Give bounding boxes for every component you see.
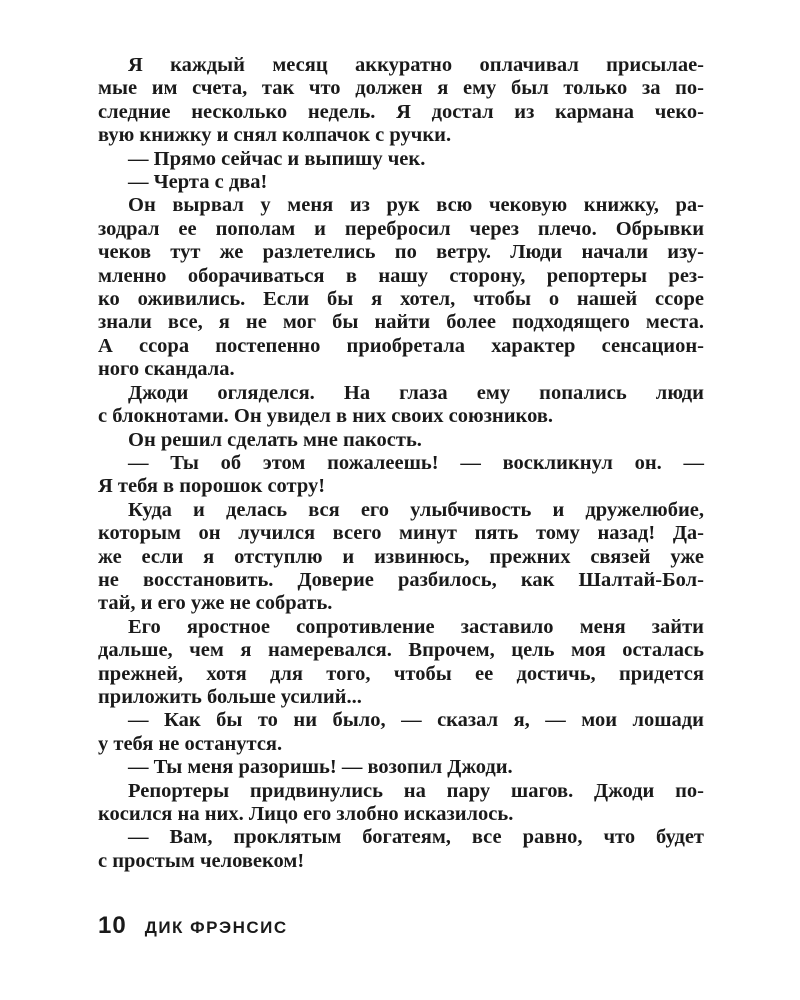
- page-footer: [98, 912, 288, 940]
- text-line: зодрал ее пополам и перебросил через плечо. Обрывки: [98, 217, 704, 240]
- text-line: мые им счета, так что должен я ему был только за по-: [98, 77, 704, 100]
- text-line: с простым человеком!: [98, 849, 305, 872]
- text-line: — Ты об этом пожалеешь! — воскликнул он. —: [128, 451, 704, 474]
- text-line: ного скандала.: [98, 358, 235, 381]
- text-line: — Как бы то ни было, — сказал я, — мои лошади: [128, 709, 704, 732]
- text-line: с блокнотами. Он увидел в них своих союзников.: [98, 405, 554, 428]
- text-line: не восстановить. Доверие разбилось, как Шалтай-Бол-: [98, 568, 704, 591]
- text-line: у тебя не останутся.: [98, 732, 283, 755]
- text-line: — Черта с два!: [128, 171, 268, 194]
- text-line: Он решил сделать мне пакость.: [128, 428, 422, 451]
- text-line: — Прямо сейчас и выпишу чек.: [128, 147, 426, 170]
- text-line: прежней, хотя для того, чтобы ее достичь, придется: [98, 662, 704, 685]
- body-text: [98, 54, 704, 873]
- text-line: чеков тут же разлетелись по ветру. Люди начали изу-: [98, 241, 704, 264]
- text-line: следние несколько недель. Я достал из кармана чеко-: [98, 100, 704, 123]
- text-line: мленно оборачиваться в нашу сторону, репортеры рез-: [98, 264, 704, 287]
- text-line: знали все, я не мог бы найти более подходящего места.: [98, 311, 704, 334]
- text-line: Его яростное сопротивление заставило меня зайти: [128, 615, 704, 638]
- author-running-head: ДИК ФРЭНСИС: [144, 918, 288, 937]
- text-line: Джоди огляделся. На глаза ему попались люди: [128, 381, 704, 404]
- text-line: Он вырвал у меня из рук всю чековую книжку, ра-: [128, 194, 704, 217]
- text-line: Я каждый месяц аккуратно оплачивал присылае-: [128, 54, 704, 76]
- text-line: ко оживились. Если бы я хотел, чтобы о нашей ссоре: [98, 288, 704, 311]
- text-line: Я тебя в порошок сотру!: [98, 475, 326, 498]
- text-line: приложить больше усилий...: [98, 685, 362, 708]
- text-line: же если я отступлю и извинюсь, прежних связей уже: [98, 545, 704, 568]
- text-line: Куда и делась вся его улыбчивость и дружелюбие,: [128, 498, 704, 521]
- text-line: — Ты меня разоришь! — возопил Джоди.: [128, 756, 513, 779]
- text-line: дальше, чем я намеревался. Впрочем, цель моя осталась: [98, 639, 704, 662]
- text-line: Репортеры придвинулись на пару шагов. Джоди по-: [128, 779, 704, 802]
- text-line: А ссора постепенно приобретала характер сенсацион-: [98, 334, 704, 357]
- text-line: — Вам, проклятым богатеям, все равно, что будет: [128, 826, 704, 849]
- page-number: 10: [98, 912, 127, 939]
- text-line: вую книжку и снял колпачок с ручки.: [98, 124, 452, 147]
- text-line: косился на них. Лицо его злобно исказилось.: [98, 803, 514, 825]
- text-line: тай, и его уже не собрать.: [98, 592, 333, 615]
- text-line: которым он лучился всего минут пять тому назад! Да-: [98, 522, 704, 545]
